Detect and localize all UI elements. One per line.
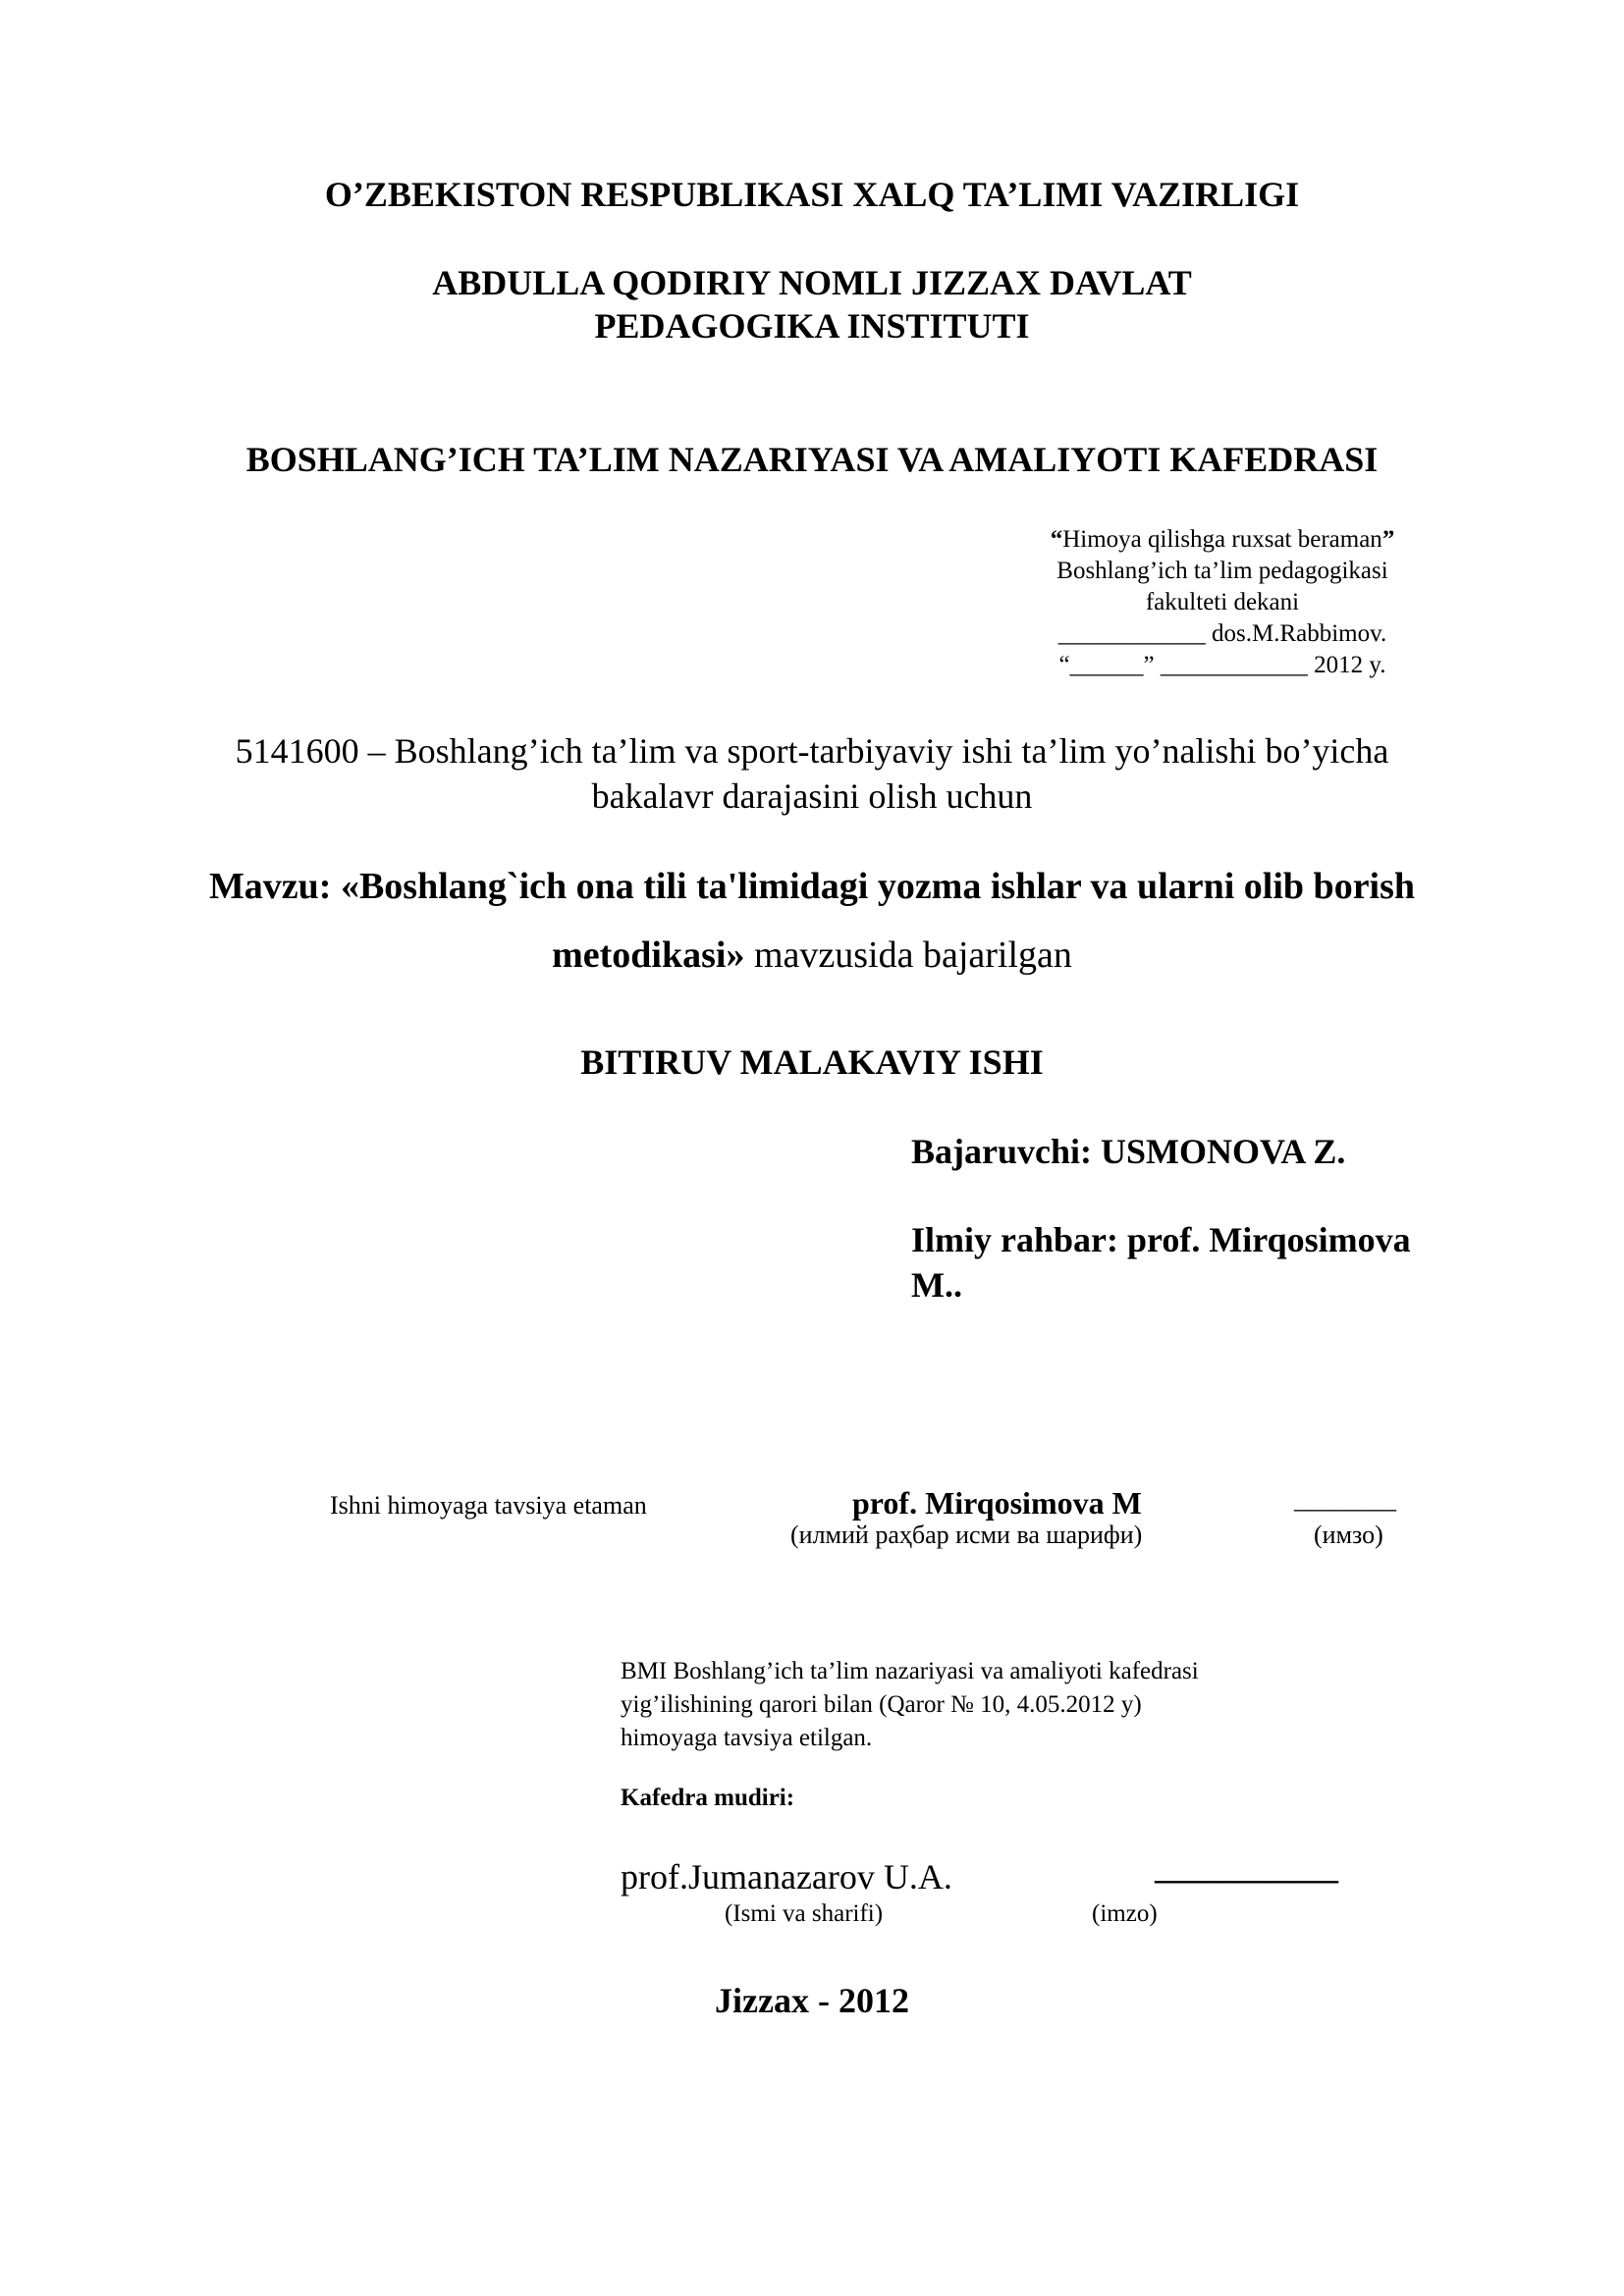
recommendation-signature-caption: (имзо) xyxy=(1314,1521,1383,1549)
specialty-block xyxy=(177,728,1447,819)
topic-line2 xyxy=(196,921,1428,989)
topic-line1: Mavzu: «Boshlang`ich ona tili ta'limidagi yozma ishlar va ularni olib borish xyxy=(208,866,1416,907)
recommendation-supervisor-name: prof. Mirqosimova M xyxy=(852,1485,1142,1521)
institute-title-line1: ABDULLA QODIRIY NOMLI JIZZAX DAVLAT xyxy=(432,263,1192,302)
decision-line3: himoyaga tavsiya etilgan. xyxy=(621,1725,873,1751)
supervisor-line1: Ilmiy rahbar: prof. Mirqosimova xyxy=(911,1220,1411,1259)
department-head-name: prof.Jumanazarov U.A. xyxy=(621,1857,952,1896)
department-head-name-caption: (Ismi va sharifi) xyxy=(725,1900,884,1927)
department-title: BOSHLANG’ICH TA’LIM NAZARIYASI VA AMALIYOTI KAFEDRASI xyxy=(245,440,1379,479)
department-head-signature-line: ___________ xyxy=(1155,1850,1338,1887)
performer-line: Bajaruvchi: USMONOVA Z. xyxy=(911,1132,1346,1171)
approval-open-quote: “ xyxy=(1050,526,1063,553)
place-year-footer: Jizzax - 2012 xyxy=(715,1981,909,2020)
approval-line1 xyxy=(992,524,1453,556)
decision-line1: BMI Boshlang’ich ta’lim nazariyasi va amaliyoti kafedrasi xyxy=(621,1658,1199,1684)
institute-title-line2: PEDAGOGIKA INSTITUTI xyxy=(594,306,1030,346)
approval-block xyxy=(992,524,1453,681)
decision-line2: yig’ilishining qarori bilan (Qaror № 10, 4.05.2012 y) xyxy=(621,1691,1142,1718)
approval-line5: “______” ____________ 2012 y. xyxy=(1058,652,1386,678)
approval-line3: fakulteti dekani xyxy=(1145,589,1300,615)
approval-line2: Boshlang’ich ta’lim pedagogikasi xyxy=(1056,558,1388,584)
department-head-label: Kafedra mudiri: xyxy=(621,1785,795,1811)
recommendation-name-caption: (илмий раҳбар исми ва шарифи) xyxy=(790,1521,1143,1549)
approval-line4: ____________ dos.M.Rabbimov. xyxy=(1057,620,1387,647)
topic-title-end: metodikasi» xyxy=(552,934,745,976)
specialty-line2: bakalavr darajasini olish uchun xyxy=(591,776,1033,816)
supervisor-line2: M.. xyxy=(911,1265,962,1305)
department-decision-block xyxy=(621,1655,1367,1755)
work-type-title: BITIRUV MALAKAVIY ISHI xyxy=(580,1042,1044,1082)
recommendation-signature-line: ________ xyxy=(1294,1485,1396,1514)
recommendation-label: Ishni himoyaga tavsiya etaman xyxy=(330,1491,647,1520)
topic-block xyxy=(196,852,1428,989)
topic-suffix: mavzusida bajarilgan xyxy=(744,934,1072,976)
ministry-title: O’ZBEKISTON RESPUBLIKASI XALQ TA’LIMI VAZIRLIGI xyxy=(324,175,1300,214)
approval-close-quote: ” xyxy=(1381,526,1395,553)
department-head-signature-caption: (imzo) xyxy=(1092,1900,1158,1927)
approval-text: Himoya qilishga ruxsat beraman xyxy=(1062,526,1382,553)
specialty-line1: 5141600 – Boshlang’ich ta’lim va sport-tarbiyaviy ishi ta’lim yo’nalishi bo’yicha xyxy=(235,731,1389,771)
